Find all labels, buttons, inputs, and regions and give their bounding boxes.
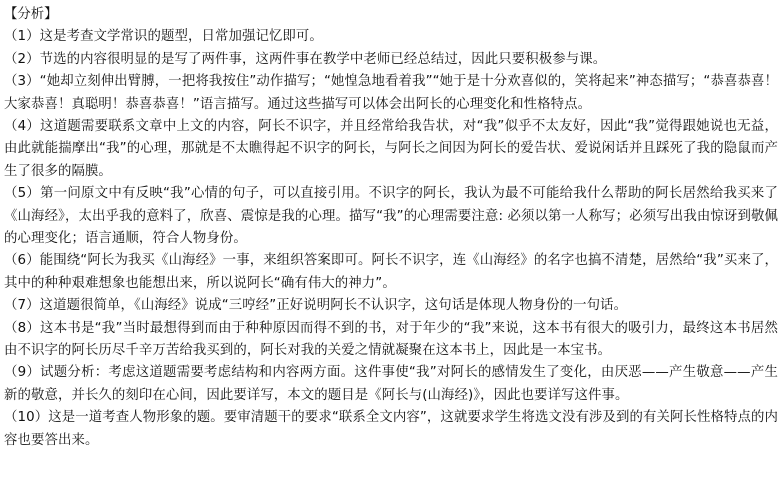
answer-paragraph-3: （3）“她却立刻伸出臂膊，一把将我按住”动作描写；“她惶急地看着我”“她于是十分欢喜似的，笑将起来”神态描写；“恭喜恭喜！大家恭喜！真聪明！恭喜恭喜！”语言描写。通过这些描写可以体会出阿长的心理变化和性格特点。 (4, 74, 778, 112)
answer-paragraph-5: （5）第一问原文中有反映“我”心情的句子，可以直接引用。不识字的阿长，我认为最不可能给我什么帮助的阿长居然给我买来了《山海经》，太出乎我的意料了，欣喜、震惊是我的心理。描写“我”的心理需要注意: 必须以第一人称写；必须写出我由惊讶到敬佩的心理变化；语言通顺，符合人物身份。 (4, 186, 778, 247)
answer-paragraph-10: （10）这是一道考查人物形象的题。要审清题干的要求“联系全文内容”，这就要求学生将选文没有涉及到的有关阿长性格特点的内容也要答出来。 (4, 410, 778, 448)
answer-paragraph-1: （1）这是考查文学常识的题型，日常加强记忆即可。 (4, 29, 323, 45)
answer-paragraph-4: （4）这道题需要联系文章中上文的内容，阿长不识字，并且经常给我告状，对“我”似乎不太友好，因此“我”觉得跟她说也无益，由此就能揣摩出“我”的心理，那就是不太瞧得起不识字的阿长，与阿长之间因为阿长的爱告状、爱说闲话并且踩死了我的隐鼠而产生了很多的隔膜。 (4, 119, 778, 179)
section-heading: 【分析】 (4, 7, 58, 22)
answer-paragraph-6: （6）能围绕“阿长为我买《山海经》一事，来组织答案即可。阿长不识字，连《山海经》的名字也搞不清楚，居然给“我”买来了，其中的种种艰难想象也能想出来，所以说阿长“确有伟大的神力”。 (4, 253, 778, 291)
answer-paragraph-2: （2）节选的内容很明显的是写了两件事，这两件事在教学中老师已经总结过，因此只要积极参与课。 (4, 51, 607, 67)
answer-paragraph-7: （7）这道题很简单，《山海经》说成“三哼经”正好说明阿长不认识字，这句话是体现人物身份的一句话。 (4, 298, 628, 314)
answer-paragraph-9: （9）试题分析：考虑这道题需要考虑结构和内容两方面。这件事使“我”对阿长的感情发生了变化，由厌恶——产生敬意——产生新的敬意，并长久的刻印在心间，因此要详写，本文的题目是《阿长与(山海经)》，因此也要详写这件事。 (4, 365, 778, 403)
answer-paragraph-8: （8）这本书是“我”当时最想得到而由于种种原因而得不到的书，对于年少的“我”来说，这本书有很大的吸引力，最终这本书居然由不识字的阿长历尽千辛万苦给我买到的，阿长对我的关爱之情就凝聚在这本书上，因此是一本宝书。 (4, 320, 778, 359)
